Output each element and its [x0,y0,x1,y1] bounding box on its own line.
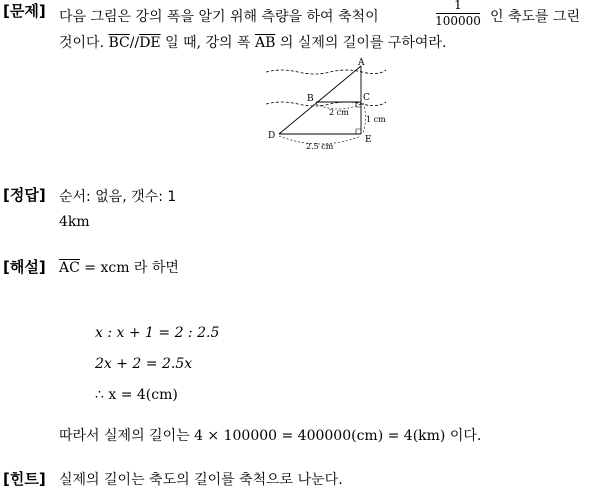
river-bank-top [266,70,386,74]
point-d-label: D [268,131,276,141]
problem-text-2a: 것이다. [59,35,105,51]
solution-intro-rest: = xcm 라 하면 [84,260,179,276]
right-angle-e [356,129,361,134]
hint-text: 실제의 길이는 축도의 길이를 축척으로 나눈다. [59,472,343,488]
equation-3: ∴ x = 4(cm) [95,387,178,403]
answer-line-2: 4km [59,214,90,230]
problem-line-2 [59,34,446,52]
solution-intro [59,259,179,277]
problem-text-post: 인 축도를 그린 [490,9,581,25]
point-a-label: A [358,58,365,68]
problem-text-pre: 다음 그림은 강의 폭을 알기 위해 측량을 하여 축척이 [59,9,379,25]
length-bc-label: 2 cm [329,108,349,117]
equation-1: x : x + 1 = 2 : 2.5 [95,325,220,341]
answer-label: [정답] [3,186,46,204]
hint-label: [힌트] [3,470,46,488]
solution-conclusion: 따라서 실제의 길이는 4 × 100000 = 400000(cm) = 4(km) 이다. [59,428,482,444]
scale-numerator: 1 [454,0,462,12]
problem-text-2b: 일 때, 강의 폭 [165,35,251,51]
segment-bc: $\overline{BC}$ [108,35,130,51]
answer-line-1: 순서: 없음, 갯수: 1 [59,189,177,205]
scale-fraction [435,0,481,29]
scale-denominator: 100000 [435,14,481,28]
problem-label: [문제] [3,2,46,20]
problem-text-2c: 의 실제의 길이를 구하여라. [279,35,447,51]
segment-de: $\overline{DE}$ [139,35,161,51]
parallel-symbol: // [129,35,140,51]
point-b-label: B [307,94,314,104]
length-ce-label: 1 cm [366,115,386,124]
solution-label: [해설] [3,258,46,276]
problem-line-1 [59,8,379,26]
equation-2: 2x + 2 = 2.5x [95,356,193,372]
segment-ac: $\overline{AC}$ [59,260,80,276]
point-c-label: C [363,93,370,103]
line-ad [279,66,361,134]
segment-ab: $\overline{AB}$ [254,35,276,51]
point-e-label: E [365,135,372,145]
river-figure [262,56,392,154]
length-de-label: 2.5 cm [306,142,334,151]
